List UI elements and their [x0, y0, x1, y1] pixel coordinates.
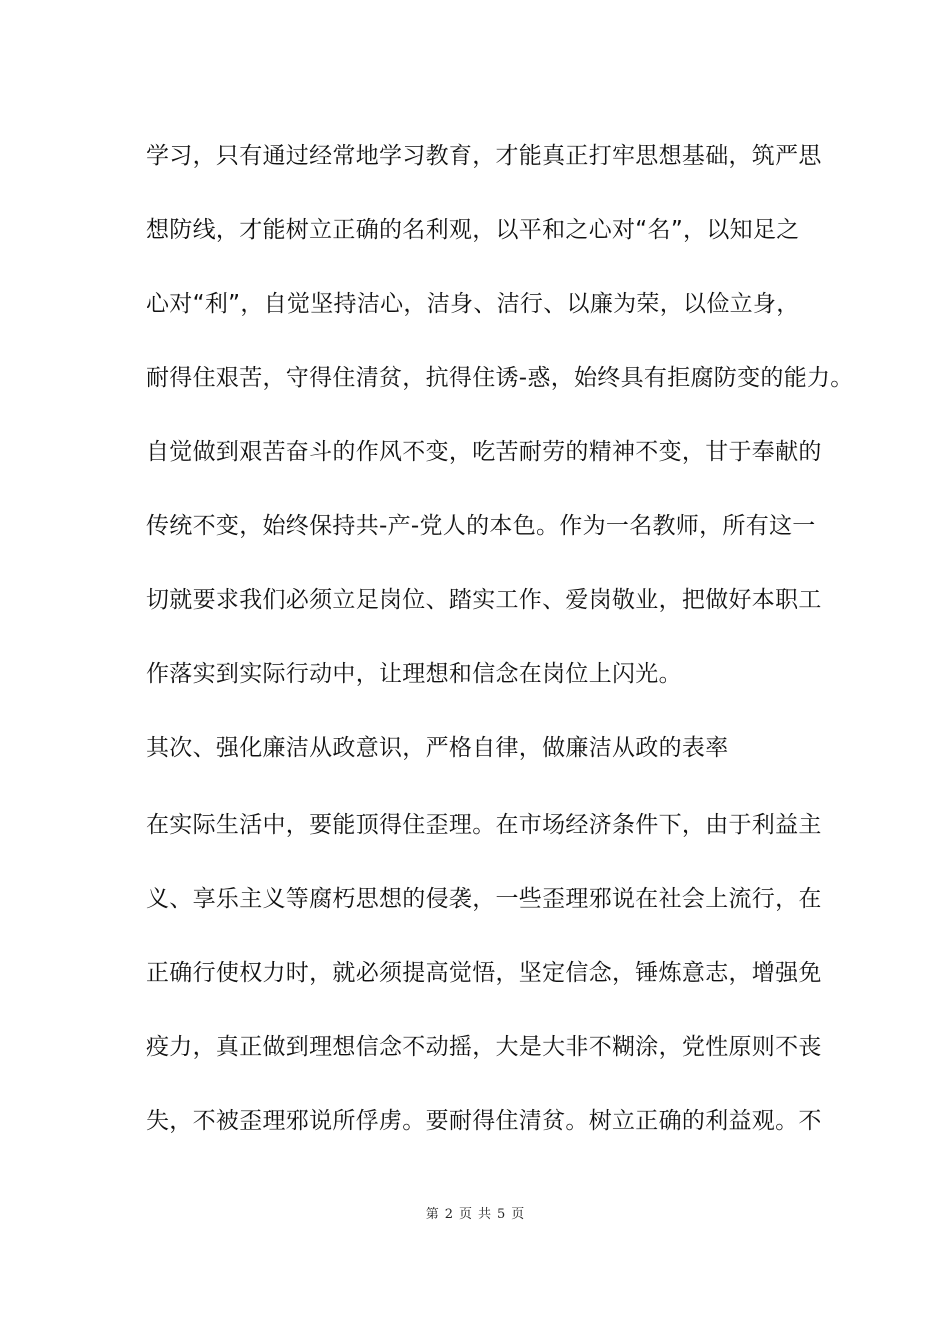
text-line-6: 传统不变，始终保持共-产-党人的本色。作为一名教师，所有这一	[146, 513, 816, 539]
section-heading: 其次、强化廉洁从政意识，严格自律，做廉洁从政的表率	[146, 735, 729, 761]
text-line-3: 心对“利”，自觉坚持洁心，洁身、洁行、以廉为荣，以俭立身，	[146, 291, 800, 317]
footer-page-number: 2	[444, 1207, 453, 1222]
text-line-11: 义、享乐主义等腐朽思想的侵袭，一些歪理邪说在社会上流行，在	[146, 886, 822, 912]
footer-suffix: 页	[511, 1207, 525, 1222]
text-line-14: 失，不被歪理邪说所俘虏。要耐得住清贫。树立正确的利益观。不	[146, 1108, 822, 1134]
footer-page-word: 页	[458, 1207, 472, 1222]
text-line-8: 作落实到实际行动中，让理想和信念在岗位上闪光。	[146, 661, 682, 687]
text-line-10: 在实际生活中，要能顶得住歪理。在市场经济条件下，由于利益主	[146, 812, 822, 838]
page-footer	[0, 1206, 950, 1224]
text-line-5: 自觉做到艰苦奋斗的作风不变，吃苦耐劳的精神不变，甘于奉献的	[146, 439, 822, 465]
text-line-2: 想防线，才能树立正确的名利观，以平和之心对“名”，以知足之	[146, 217, 800, 243]
footer-prefix: 第	[425, 1207, 439, 1222]
text-line-12: 正确行使权力时，就必须提高觉悟，坚定信念，锤炼意志，增强免	[146, 960, 822, 986]
text-line-4: 耐得住艰苦，守得住清贫，抗得住诱-惑，始终具有拒腐防变的能力。	[146, 365, 854, 391]
footer-total-pages: 5	[497, 1207, 506, 1222]
text-line-7: 切就要求我们必须立足岗位、踏实工作、爱岗敬业，把做好本职工	[146, 587, 822, 613]
footer-total-word: 共	[478, 1207, 492, 1222]
text-line-13: 疫力，真正做到理想信念不动摇，大是大非不糊涂，党性原则不丧	[146, 1034, 822, 1060]
text-line-1: 学习，只有通过经常地学习教育，才能真正打牢思想基础，筑严思	[146, 143, 822, 169]
